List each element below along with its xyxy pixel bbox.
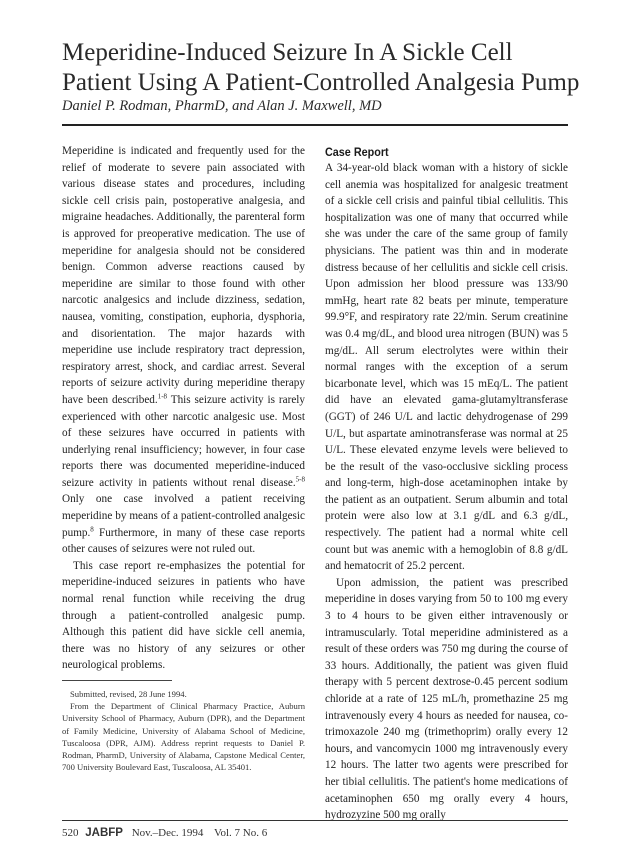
intro-paragraph — [62, 143, 305, 558]
right-column — [325, 145, 568, 824]
volume-number: Vol. 7 No. 6 — [213, 827, 268, 839]
intro-text-d: Furthermore, in many of these case reports other causes of seizures were not ruled out. — [62, 526, 305, 556]
footnote — [62, 688, 305, 773]
citation-ref-8: 8 — [90, 524, 94, 533]
left-column — [62, 143, 305, 674]
intro-text-b: This seizure activity is rarely experienced with other narcotic analgesic use. Most of these seizures have occurred in patients with underlying renal insufficiency; however, in four case reports there was documented meperidine-induced seizure activity in patients without renal disease. — [62, 393, 305, 489]
article-title: Meperidine-Induced Seizure In A Sickle Cell Patient Using A Patient-Controlled Analgesia Pump — [62, 39, 580, 96]
page-footer — [62, 827, 267, 839]
case-report-heading: Case Report — [325, 145, 389, 159]
intro-text-c: Only one case involved a patient receiving meperidine by means of a patient-controlled analgesic pump. — [62, 493, 305, 539]
case-paragraph-1: A 34-year-old black woman with a history of sickle cell anemia was hospitalized for analgesic treatment of a sickle cell crisis and painful tibial cellulitis. This hospitalization was one of many that occurred while she was under the care of the same group of family physicians. The patient was thin and in moderate distress because of her cellulitis and sickle cell crisis. Upon admission her blood pressure was 133/90 mmHg, heart rate 82 beats per minute, temperature 99.9°F, and respiratory rate 22/min. Serum creatinine was 0.4 mg/dL, and blood urea nitrogen (BUN) was 5 mg/dL. All serum electrolytes were within their normal ranges with the exception of a serum bicarbonate level, which was 15 mEq/L. The patient did have an elevated gama-glutamyltransferase (GGT) of 246 U/L and lactic dehydrogenase of 299 U/L, but aspartate aminotransferase was normal at 25 U/L. These elevated enzyme levels were believed to be the result of the vaso-occlusive sickling process and long-term, high-dose acetaminophen intake by the patient as an outpatient. Serum albumin and total protein were also low at 3.1 g/dL and 6.3 g/dL, respectively. The patient had a normal white cell count but was anemic with a hemoglobin of 8.8 g/dL and hematocrit of 25.2 percent. — [325, 162, 568, 573]
page-number: 520 — [62, 827, 79, 839]
footnote-submitted: Submitted, revised, 28 June 1994. — [70, 689, 187, 699]
title-divider — [62, 124, 568, 126]
citation-ref-5-8: 5-8 — [295, 475, 305, 484]
footnote-affiliation: From the Department of Clinical Pharmacy Practice, Auburn University School of Pharmacy, Auburn (DPR), and the Department of Family Medicine, University of Alabama School of Medicine, Tuscaloosa (DPR, AJM). Address reprint requests to Daniel P. Rodman, PharmD, University of Alabama, Capstone Medical Center, 700 University Boulevard East, Tuscaloosa, AL 35401. — [62, 701, 305, 773]
footnote-divider — [62, 680, 172, 681]
footer-divider — [62, 820, 568, 821]
case-paragraph-2: Upon admission, the patient was prescribed meperidine in doses varying from 50 to 100 mg every 3 to 4 hours to be given either intravenously or intramuscularly. Total meperidine administered as a result of these orders was 750 mg during the course of 33 hours. Additionally, the patient was given fluid therapy with 5 percent dextrose-0.45 percent sodium chloride at a rate of 125 mL/h, promethazine 25 mg intravenously every 4 hours as needed for nausea, co-trimoxazole 240 mg (trimethoprim) orally every 12 hours, and vancomycin 1000 mg intravenously every 12 hours. The latter two agents were prescribed for her tibial cellulitis. The patient's home medications of acetaminophen 650 mg orally every 4 hours, hydrozyzine 500 mg orally — [325, 576, 568, 822]
article-authors: Daniel P. Rodman, PharmD, and Alan J. Maxwell, MD — [62, 98, 382, 114]
citation-ref-1-8: 1-8 — [157, 392, 168, 401]
issue-date: Nov.–Dec. 1994 — [131, 827, 204, 839]
journal-name: JABFP — [85, 827, 123, 839]
intro-text-a: Meperidine is indicated and frequently used for the relief of moderate to severe pain associated with various disease states and procedures, including sickle cell crisis pain, postoperative analgesia, and migraine headaches. Additionally, the parenteral form is approved for preoperative medication. The use of meperidine for analgesia should not be considered benign. Common adverse reactions caused by meperidine are similar to those found with other narcotic analgesics and include dizziness, sedation, nausea, vomiting, constipation, euphoria, dysphoria, and disorientation. The major hazards with meperidine use include respiratory tract depression, respiratory arrest, shock, and cardiac arrest. Several reports of seizure activity during meperidine therapy have been described. — [62, 145, 305, 406]
purpose-paragraph: This case report re-emphasizes the potential for meperidine-induced seizures in patients who have normal renal function while receiving the drug through a patient-controlled analgesic pump. Although this patient did have sickle cell anemia, there was no history of any seizures or other neurological problems. — [62, 559, 305, 672]
